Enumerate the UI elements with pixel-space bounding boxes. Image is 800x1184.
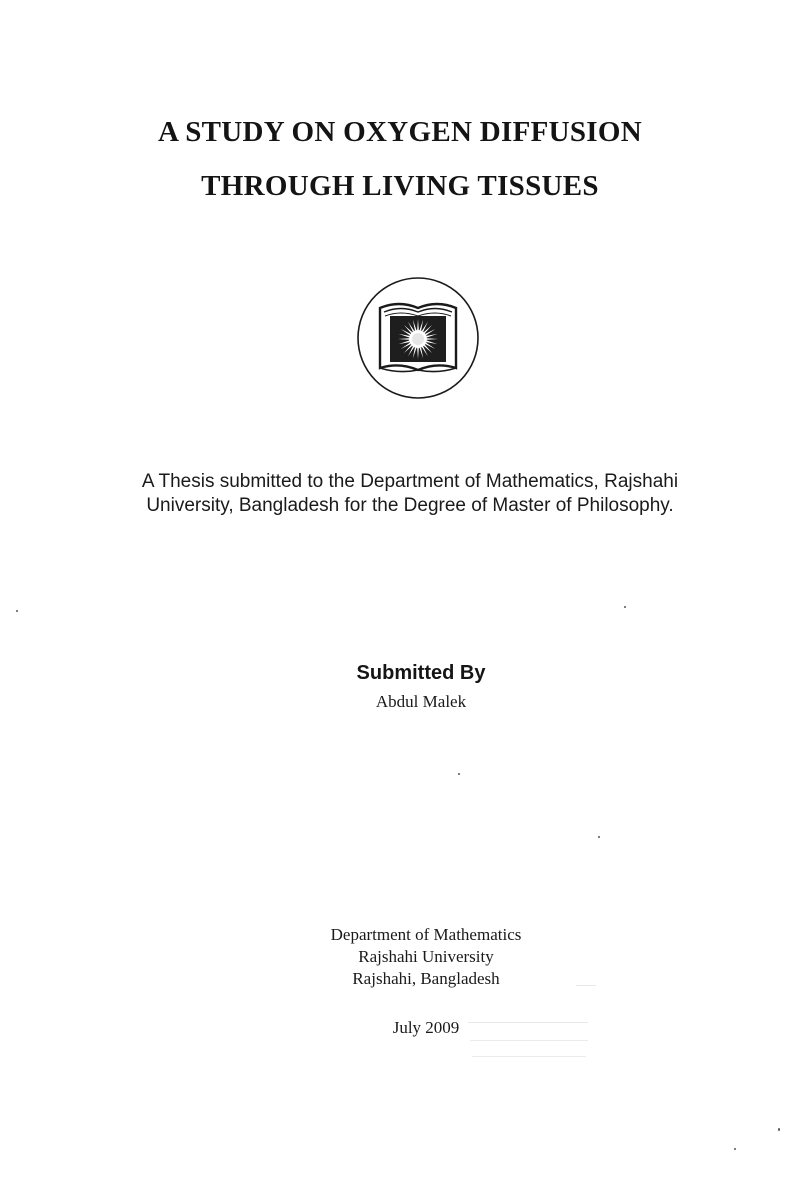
location: Rajshahi, Bangladesh <box>352 969 500 988</box>
submission-date: July 2009 <box>392 1018 460 1037</box>
scan-speck <box>16 610 18 612</box>
scan-speck <box>458 773 460 775</box>
thesis-title-line-1: A STUDY ON OXYGEN DIFFUSION <box>158 116 642 148</box>
thesis-statement-line-1: A Thesis submitted to the Department of Mathematics, Rajshahi <box>141 471 679 492</box>
institution-address <box>0 924 800 990</box>
scan-speck <box>734 1148 736 1150</box>
scan-smudge <box>470 1040 588 1041</box>
thesis-statement <box>100 470 720 518</box>
scan-smudge <box>472 1056 586 1057</box>
scan-smudge <box>468 1022 588 1023</box>
submitted-by-heading: Submitted By <box>356 662 486 684</box>
thesis-title-line-2: THROUGH LIVING TISSUES <box>201 170 599 202</box>
university-emblem-icon <box>356 276 480 400</box>
scan-speck <box>778 1128 780 1131</box>
scan-speck <box>598 836 600 838</box>
scan-smudge <box>576 985 596 986</box>
scan-speck <box>624 606 626 608</box>
author-name: Abdul Malek <box>375 692 467 711</box>
university-name: Rajshahi University <box>358 947 494 966</box>
thesis-statement-line-2: University, Bangladesh for the Degree of Master of Philosophy. <box>146 495 674 516</box>
department-name: Department of Mathematics <box>330 925 522 944</box>
